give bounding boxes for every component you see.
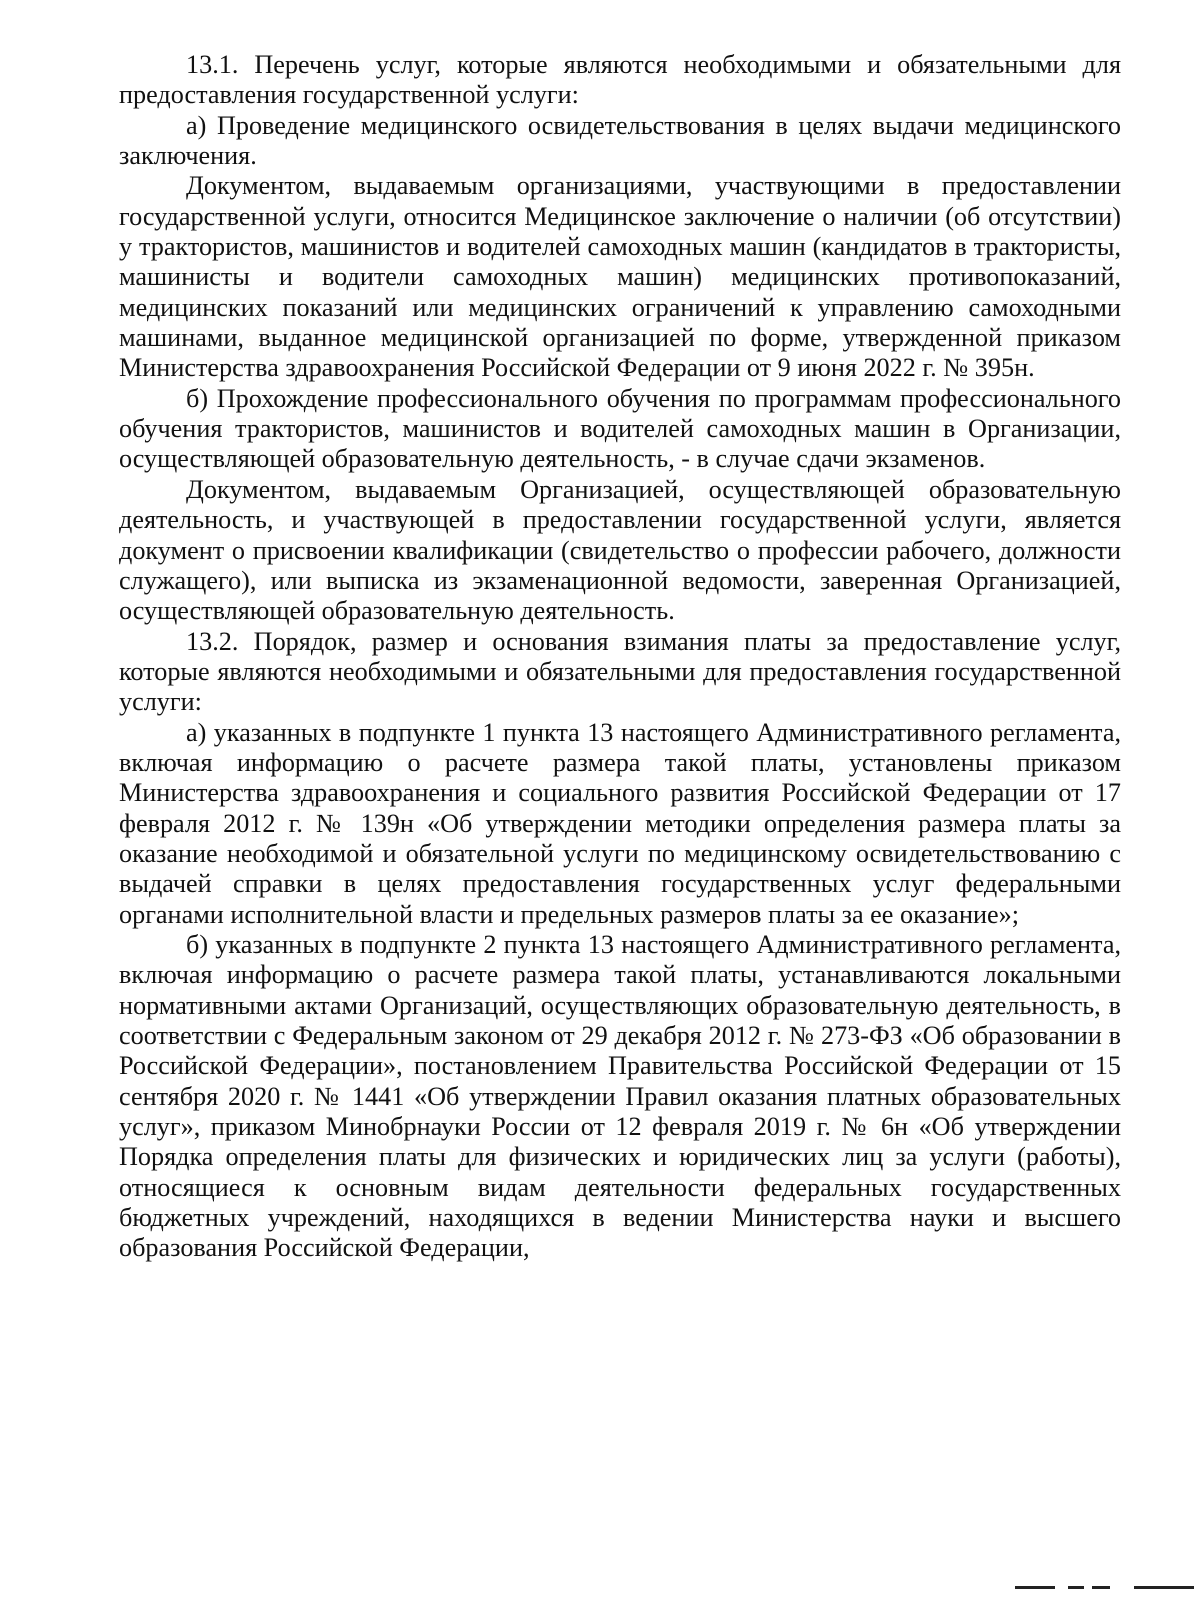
paragraph-qualification-document: Документом, выдаваемым Организацией, осуществляющей образовательную деятельность, и участвующей в предоставлении государственной услуги, является документ о присвоении квалификации (свидетельство о профессии рабочего, должности служащего), или выписка из экзаменационной ведомости, заверенная Организацией, осуществляющей образовательную деятельность. xyxy=(119,474,1121,626)
document-body xyxy=(119,50,1121,1264)
scan-mark xyxy=(1092,1586,1110,1589)
paragraph-13-1-item-b: б) Прохождение профессионального обучения по программам профессионального обучения трактористов, машинистов и водителей самоходных машин в Организации, осуществляющей образовательную деятельность, - в случае сдачи экзаменов. xyxy=(119,383,1121,474)
paragraph-13-1-item-a: а) Проведение медицинского освидетельствования в целях выдачи медицинского заключения. xyxy=(119,110,1121,171)
scan-mark xyxy=(1134,1586,1194,1589)
scan-mark xyxy=(1068,1586,1084,1589)
paragraph-13-2-heading: 13.2. Порядок, размер и основания взимания платы за предоставление услуг, которые являются необходимыми и обязательными для предоставления государственной услуги: xyxy=(119,626,1121,717)
paragraph-13-1-heading: 13.1. Перечень услуг, которые являются необходимыми и обязательными для предоставления государственной услуги: xyxy=(119,50,1121,110)
scan-mark xyxy=(1015,1586,1055,1589)
paragraph-13-2-item-b: б) указанных в подпункте 2 пункта 13 настоящего Административного регламента, включая информацию о расчете размера такой платы, устанавливаются локальными нормативными актами Организаций, осуществляющих образовательную деятельность, в соответствии с Федеральным законом от 29 декабря 2012 г. № 273-ФЗ «Об образовании в Российской Федерации», постановлением Правительства Российской Федерации от 15 сентября 2020 г. № 1441 «Об утверждении Правил оказания платных образовательных услуг», приказом Минобрнауки России от 12 февраля 2019 г. № 6н «Об утверждении Порядка определения платы для физических и юридических лиц за услуги (работы), относящиеся к основным видам деятельности федеральных государственных бюджетных учреждений, находящихся в ведении Министерства науки и высшего образования Российской Федерации, xyxy=(119,929,1121,1263)
paragraph-medical-certificate: Документом, выдаваемым организациями, участвующими в предоставлении государственной услуги, относится Медицинское заключение о наличии (об отсутствии) у трактористов, машинистов и водителей самоходных машин (кандидатов в трактористы, машинисты и водители самоходных машин) медицинских противопоказаний, медицинских показаний или медицинских ограничений к управлению самоходными машинами, выданное медицинской организацией по форме, утвержденной приказом Министерства здравоохранения Российской Федерации от 9 июня 2022 г. № 395н. xyxy=(119,171,1121,383)
paragraph-13-2-item-a: а) указанных в подпункте 1 пункта 13 настоящего Административного регламента, включая информацию о расчете размера такой платы, установлены приказом Министерства здравоохранения и социального развития Российской Федерации от 17 февраля 2012 г. № 139н «Об утверждении методики определения размера платы за оказание необходимой и обязательной услуги по медицинскому освидетельствованию с выдачей справки в целях предоставления государственных услуг федеральными органами исполнительной власти и предельных размеров платы за ее оказание»; xyxy=(119,717,1121,929)
